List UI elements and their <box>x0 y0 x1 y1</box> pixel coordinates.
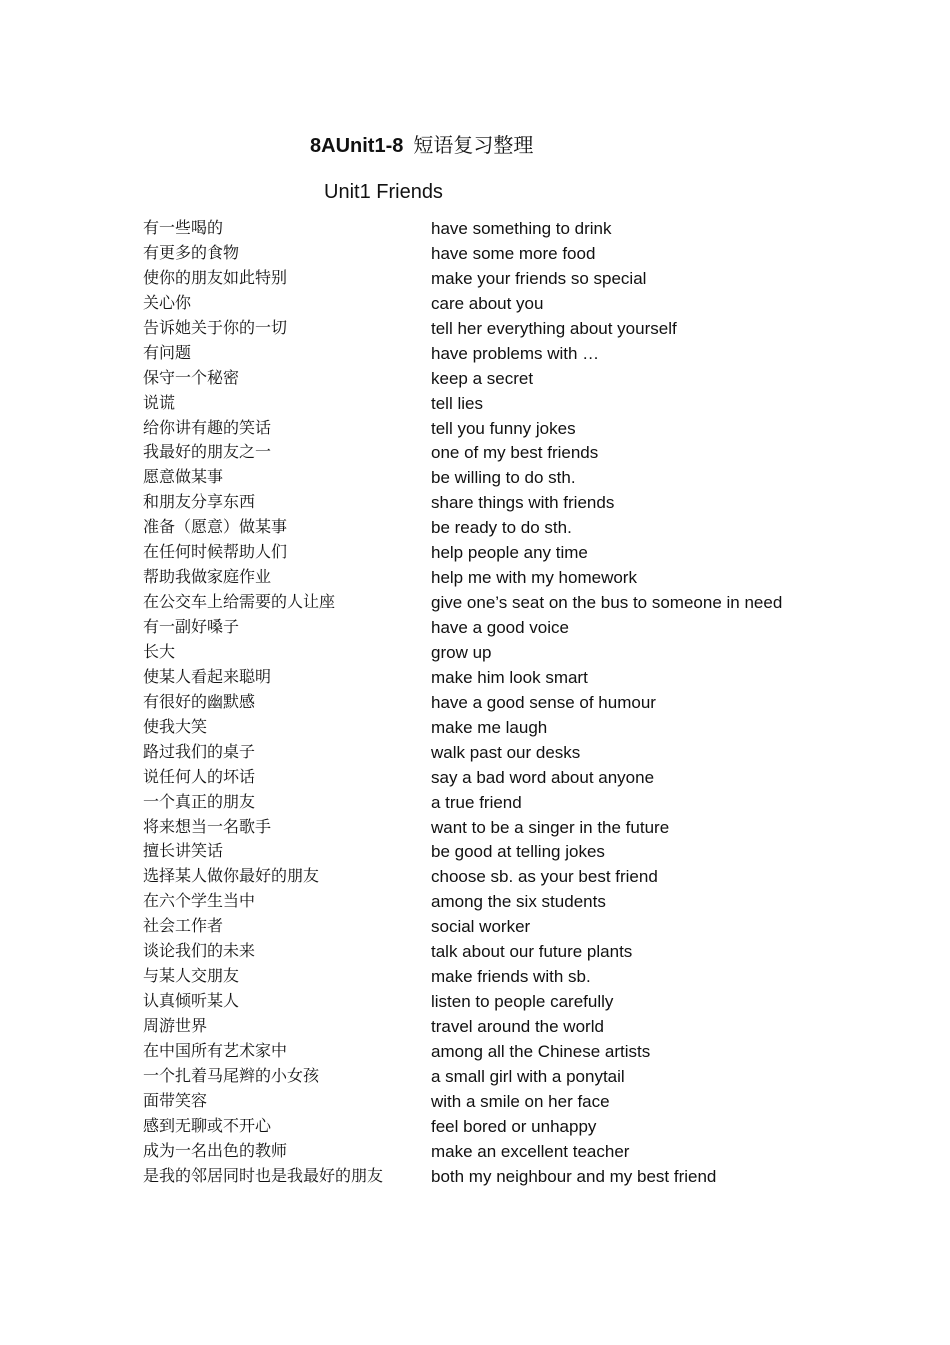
phrase-english: help me with my homework <box>431 568 637 588</box>
phrase-chinese: 成为一名出色的教师 <box>143 1140 288 1160</box>
phrase-row <box>143 665 843 690</box>
phrase-chinese: 有很好的幽默感 <box>143 691 256 711</box>
phrase-english: have a good sense of humour <box>431 692 656 712</box>
phrase-chinese: 与某人交朋友 <box>143 966 240 986</box>
phrase-row <box>143 914 843 939</box>
phrase-row <box>143 241 843 266</box>
phrase-chinese: 使某人看起来聪明 <box>143 666 272 686</box>
phrase-english: both my neighbour and my best friend <box>431 1166 717 1186</box>
phrase-row <box>143 690 843 715</box>
phrase-row <box>143 889 843 914</box>
phrase-english: say a bad word about anyone <box>431 767 655 787</box>
phrase-chinese: 和朋友分享东西 <box>143 492 256 512</box>
phrase-chinese: 有更多的食物 <box>143 242 240 262</box>
phrase-row <box>143 740 843 765</box>
phrase-english: walk past our desks <box>431 742 581 762</box>
phrase-row <box>143 416 843 441</box>
phrase-row <box>143 1139 843 1164</box>
phrase-chinese: 保守一个秘密 <box>143 367 240 387</box>
phrase-row <box>143 1014 843 1039</box>
document-title <box>310 129 533 158</box>
phrase-row <box>143 790 843 815</box>
phrase-row <box>143 540 843 565</box>
phrase-english: travel around the world <box>431 1017 604 1036</box>
document-title-code: 8AUnit1-8 <box>310 135 404 157</box>
phrase-chinese: 将来想当一名歌手 <box>143 816 272 836</box>
phrase-row <box>143 366 843 391</box>
phrase-row <box>143 490 843 515</box>
phrase-english: among the six students <box>431 892 606 912</box>
phrase-english: make friends with sb. <box>431 967 591 987</box>
phrase-chinese: 面带笑容 <box>143 1090 208 1110</box>
phrase-row <box>143 515 843 540</box>
phrase-row <box>143 765 843 790</box>
phrase-english: make him look smart <box>431 667 588 687</box>
phrase-chinese: 给你讲有趣的笑话 <box>143 417 272 437</box>
phrase-english: share things with friends <box>431 493 615 513</box>
phrase-chinese: 准备（愿意）做某事 <box>143 517 288 537</box>
phrase-row <box>143 839 843 864</box>
phrase-chinese: 在公交车上给需要的人让座 <box>143 592 336 612</box>
phrase-row <box>143 1089 843 1114</box>
phrase-chinese: 有问题 <box>143 342 192 362</box>
phrase-english: have some more food <box>431 243 596 263</box>
phrase-chinese: 谈论我们的未来 <box>143 941 256 961</box>
phrase-chinese: 社会工作者 <box>143 916 224 936</box>
phrase-row <box>143 964 843 989</box>
phrase-english: one of my best friends <box>431 443 599 463</box>
phrase-english: listen to people carefully <box>431 992 614 1012</box>
phrase-row <box>143 1114 843 1139</box>
phrase-row <box>143 291 843 316</box>
phrase-english: help people any time <box>431 543 588 563</box>
phrase-english: tell her everything about yourself <box>431 318 677 338</box>
phrase-english: have something to drink <box>431 219 612 238</box>
phrase-chinese: 一个扎着马尾辫的小女孩 <box>143 1065 320 1085</box>
phrase-row <box>143 640 843 665</box>
phrase-english: make your friends so special <box>431 268 647 288</box>
phrase-english: give one’s seat on the bus to someone in need <box>431 593 783 613</box>
phrase-chinese: 愿意做某事 <box>143 467 224 487</box>
phrase-english: have a good voice <box>431 618 569 637</box>
phrase-chinese: 路过我们的桌子 <box>143 741 256 761</box>
phrase-english: make an excellent teacher <box>431 1141 630 1161</box>
phrase-chinese: 周游世界 <box>143 1016 208 1035</box>
phrase-chinese: 在中国所有艺术家中 <box>143 1040 288 1060</box>
phrase-row <box>143 565 843 590</box>
phrase-row <box>143 391 843 416</box>
phrase-chinese: 我最好的朋友之一 <box>143 442 272 462</box>
phrase-english: be ready to do sth. <box>431 518 572 538</box>
phrase-chinese: 有一些喝的 <box>143 218 224 237</box>
phrase-chinese: 关心你 <box>143 292 192 312</box>
phrase-chinese: 使你的朋友如此特别 <box>143 267 288 287</box>
phrase-english: talk about our future plants <box>431 942 633 962</box>
phrase-chinese: 擅长讲笑话 <box>143 841 224 861</box>
phrase-row <box>143 341 843 366</box>
phrase-row <box>143 615 843 640</box>
phrase-row <box>143 1039 843 1064</box>
phrase-chinese: 感到无聊或不开心 <box>143 1115 272 1135</box>
phrase-row <box>143 715 843 740</box>
phrase-english: keep a secret <box>431 368 534 388</box>
phrase-chinese: 说谎 <box>143 392 176 412</box>
phrase-chinese: 告诉她关于你的一切 <box>143 317 288 337</box>
phrase-row <box>143 216 843 241</box>
phrase-row <box>143 590 843 615</box>
phrase-english: have problems with … <box>431 343 600 363</box>
phrase-row <box>143 465 843 490</box>
phrase-english: social worker <box>431 917 531 937</box>
phrase-chinese: 选择某人做你最好的朋友 <box>143 866 320 886</box>
phrase-row <box>143 440 843 465</box>
phrase-chinese: 说任何人的坏话 <box>143 766 256 786</box>
phrase-english: a true friend <box>431 792 522 812</box>
phrase-english: among all the Chinese artists <box>431 1041 651 1061</box>
phrase-row <box>143 989 843 1014</box>
phrase-english: care about you <box>431 293 544 313</box>
phrase-english: with a smile on her face <box>431 1091 610 1111</box>
unit-heading: Unit1 Friends <box>324 181 443 203</box>
phrase-row <box>143 1064 843 1089</box>
phrase-english: want to be a singer in the future <box>431 817 670 837</box>
phrase-row <box>143 1164 843 1189</box>
phrase-english: be good at telling jokes <box>431 842 605 862</box>
phrase-row <box>143 939 843 964</box>
phrase-chinese: 有一副好嗓子 <box>143 617 240 636</box>
phrase-chinese: 在六个学生当中 <box>143 891 256 911</box>
phrase-english: tell lies <box>431 393 483 413</box>
document-title-chinese: 短语复习整理 <box>413 133 534 157</box>
phrase-chinese: 使我大笑 <box>143 716 208 736</box>
phrase-chinese: 是我的邻居同时也是我最好的朋友 <box>143 1165 384 1185</box>
phrase-english: tell you funny jokes <box>431 418 576 438</box>
phrase-row <box>143 266 843 291</box>
phrase-list <box>143 216 843 1189</box>
phrase-english: grow up <box>431 642 492 662</box>
phrase-english: feel bored or unhappy <box>431 1116 597 1136</box>
phrase-english: a small girl with a ponytail <box>431 1066 625 1086</box>
phrase-chinese: 长大 <box>143 641 176 661</box>
phrase-row <box>143 316 843 341</box>
phrase-row <box>143 864 843 889</box>
phrase-chinese: 帮助我做家庭作业 <box>143 567 272 587</box>
phrase-english: be willing to do sth. <box>431 468 576 488</box>
phrase-english: choose sb. as your best friend <box>431 867 658 887</box>
phrase-row <box>143 815 843 840</box>
phrase-english: make me laugh <box>431 717 548 737</box>
phrase-chinese: 在任何时候帮助人们 <box>143 542 288 562</box>
phrase-chinese: 认真倾听某人 <box>143 991 240 1011</box>
phrase-chinese: 一个真正的朋友 <box>143 791 256 811</box>
